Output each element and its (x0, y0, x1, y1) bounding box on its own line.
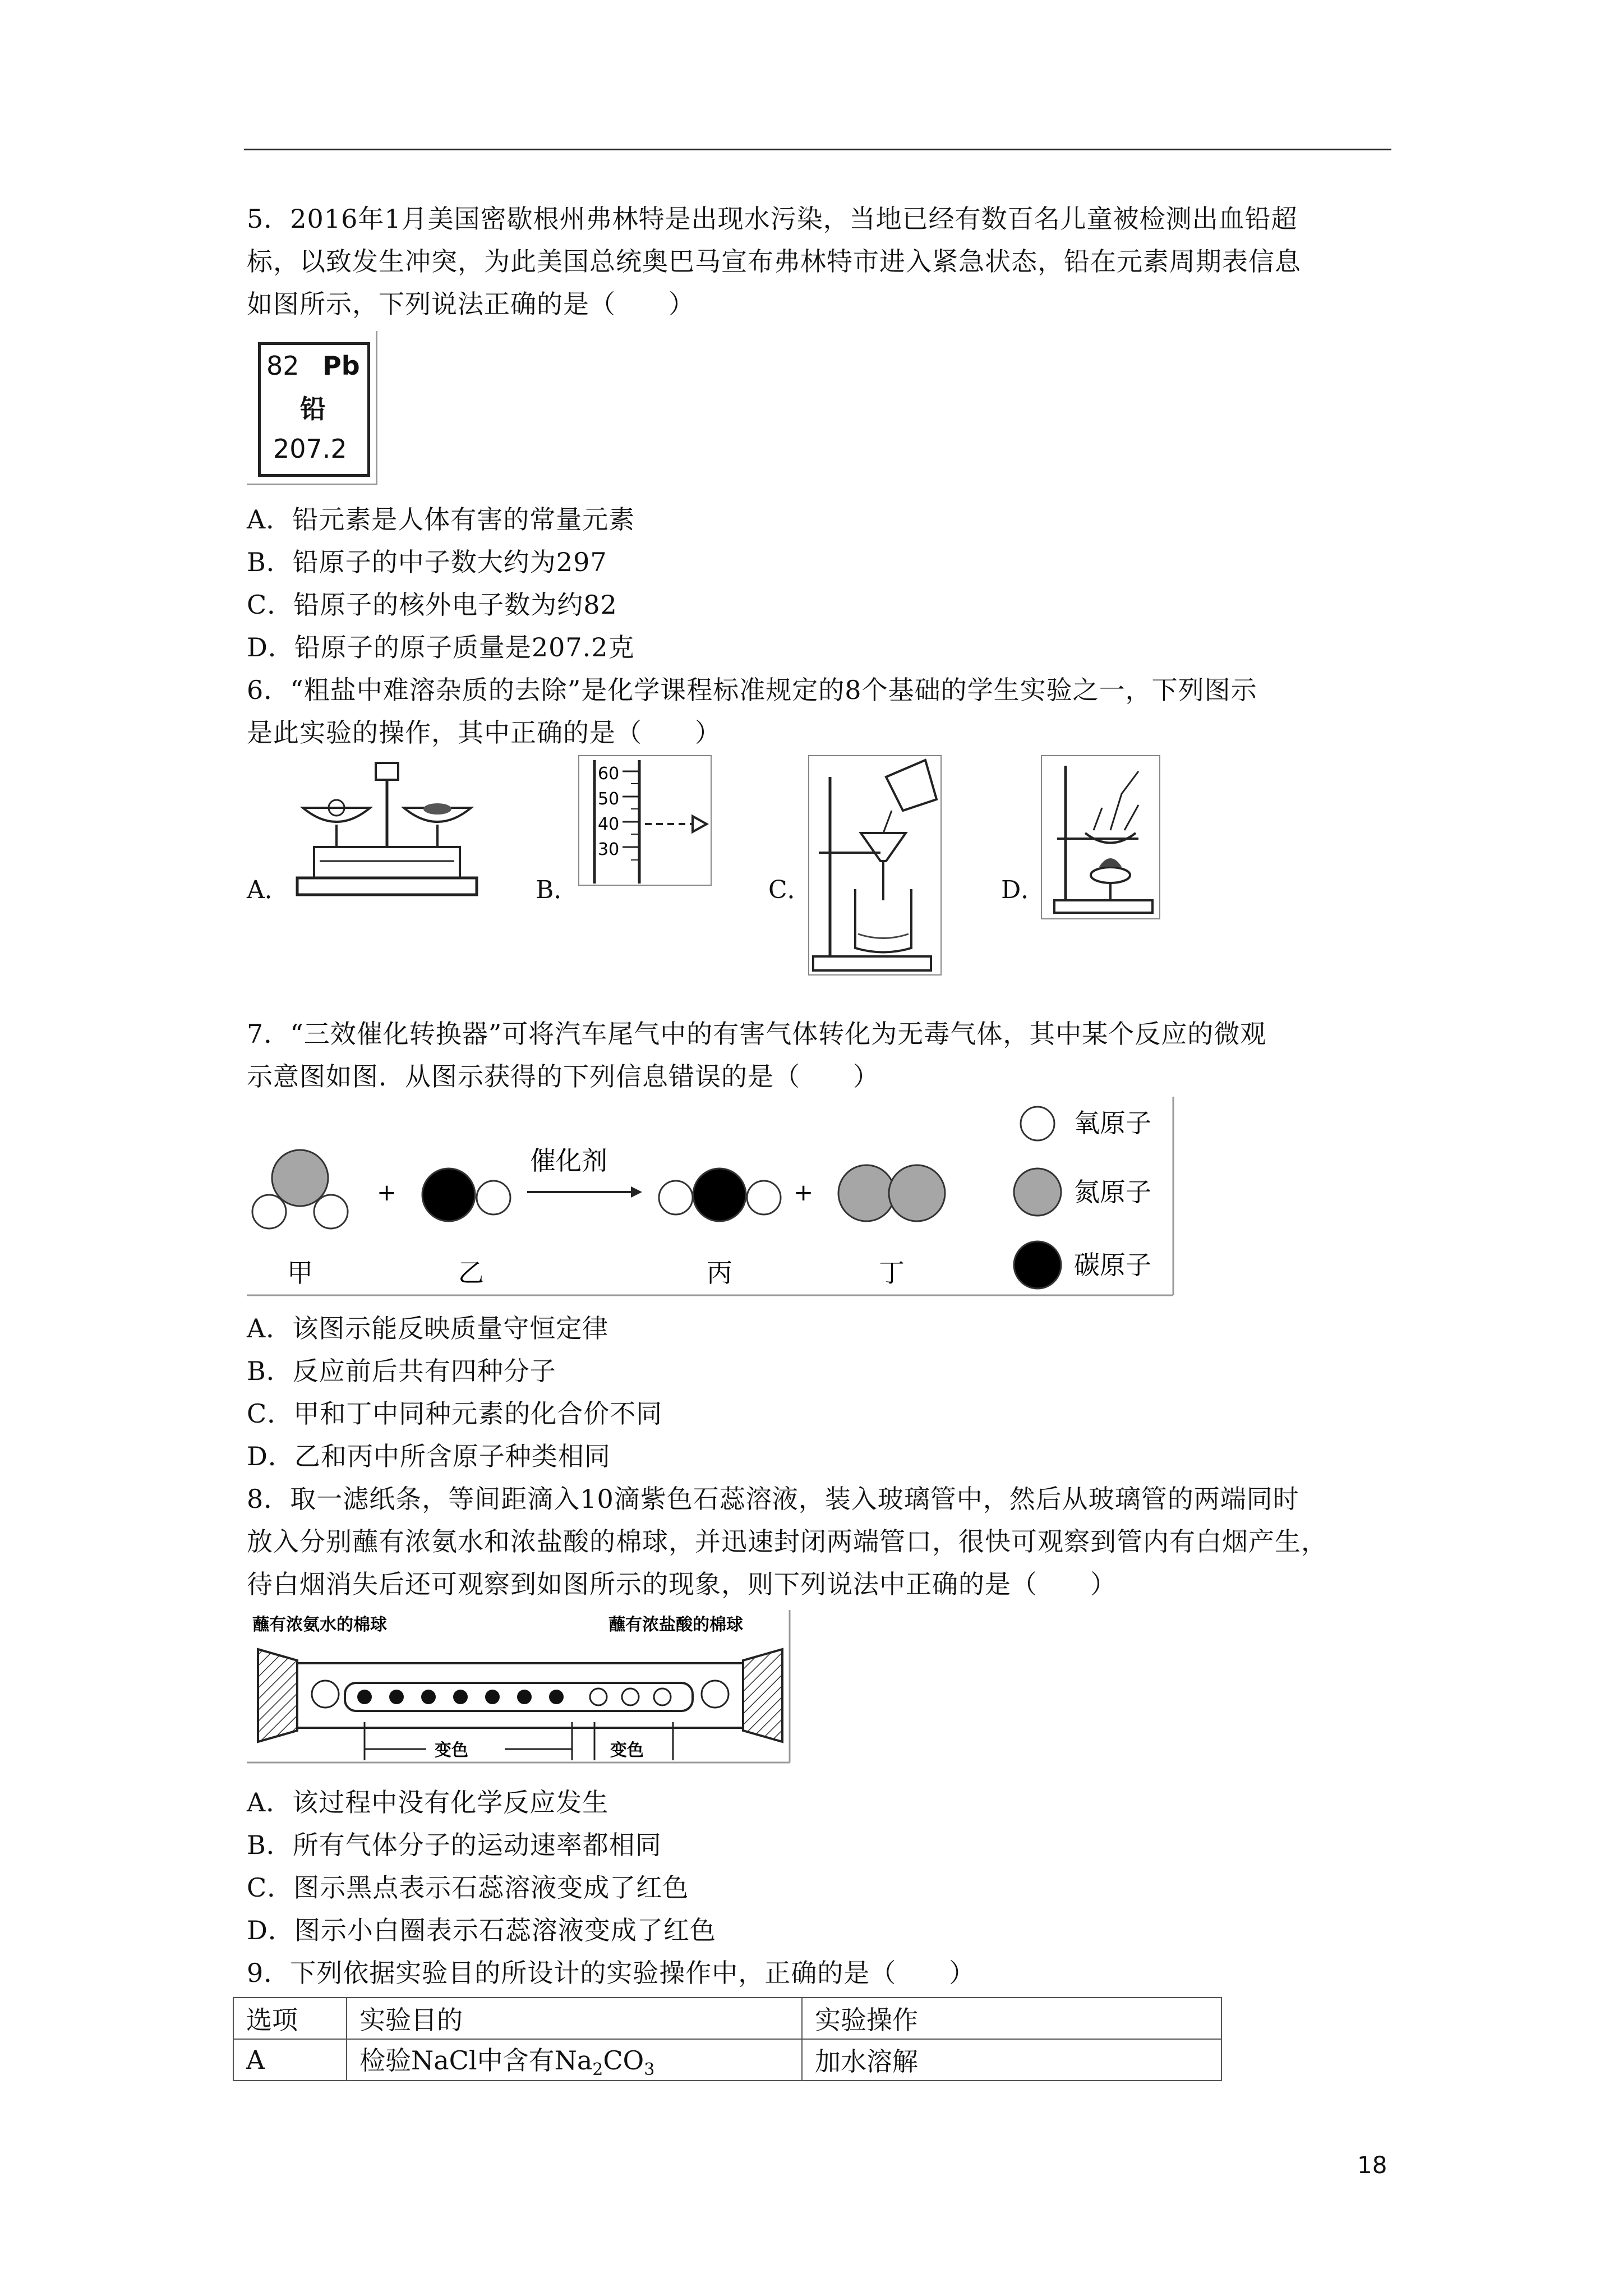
evaporation-figure (1040, 754, 1161, 920)
hcl-cotton-label: 蘸有浓盐酸的棉球 (608, 1615, 743, 1635)
color-change-range-1: 变色 (435, 1741, 468, 1760)
q6-label-c: C． (768, 876, 812, 904)
q5-line-3: 如图所示，下列说法正确的是（ ） (247, 289, 695, 319)
q9-line: 9．下列依据实验目的所设计的实验操作中，正确的是（ ） (247, 1958, 976, 1988)
ammonia-cotton-label: 蘸有浓氨水的棉球 (252, 1615, 387, 1635)
ammonia-cotton-ball (312, 1681, 339, 1708)
row-operation: 加水溶解 (802, 2039, 1221, 2081)
tick-40: 40 (598, 815, 620, 834)
label-yi: 乙 (458, 1258, 484, 1288)
q8-option-b: B．所有气体分子的运动速率都相同 (247, 1830, 662, 1860)
atomic-number: 82 (266, 351, 299, 381)
q5-option-c: C．铅原子的核外电子数为约82 (247, 590, 617, 620)
label-jia: 甲 (287, 1258, 313, 1288)
q7-line-2: 示意图如图．从图示获得的下列信息错误的是（ ） (247, 1061, 879, 1092)
q8-line-1: 8．取一滤纸条，等间距滴入10滴紫色石蕊溶液，装入玻璃管中，然后从玻璃管的两端同时 (247, 1484, 1299, 1514)
label-bing: 丙 (707, 1258, 732, 1288)
page-number: 18 (1357, 2151, 1387, 2179)
legend-carbon: 碳原子 (1074, 1250, 1151, 1280)
q8-line-3: 待白烟消失后还可观察到如图所示的现象，则下列说法中正确的是（ ） (247, 1569, 1117, 1599)
element-symbol: Pb (322, 351, 360, 381)
q7-option-c: C．甲和丁中同种元素的化合价不同 (247, 1398, 663, 1429)
legend-oxygen-swatch (1021, 1107, 1054, 1140)
litmus-tube-figure (247, 1610, 794, 1767)
element-card (258, 342, 370, 477)
legend-nitrogen: 氮原子 (1074, 1177, 1151, 1207)
filtration-figure (808, 754, 942, 976)
legend-nitrogen-swatch (1014, 1168, 1061, 1216)
plus-sign-2: + (794, 1179, 814, 1206)
black-dots (357, 1690, 564, 1704)
q6-label-b: B． (536, 876, 579, 904)
row-purpose: 检验NaCl中含有$Na_2CO_3$ (347, 2039, 802, 2081)
atomic-mass: 207.2 (273, 434, 347, 464)
cylinder-figure (578, 754, 712, 886)
color-change-range-2: 变色 (610, 1741, 644, 1760)
white-circles (590, 1688, 671, 1705)
q5-line-2: 标，以致发生冲突，为此美国总统奥巴马宣布弗林特市进入紧急状态，铅在元素周期表信息 (247, 246, 1301, 277)
q7-option-d: D．乙和丙中所含原子种类相同 (247, 1441, 611, 1471)
element-card-frame (247, 331, 377, 485)
q5-option-a: A．铅元素是人体有害的常量元素 (247, 504, 635, 535)
q9-table (233, 1997, 1222, 2081)
q5-option-b: B．铅原子的中子数大约为297 (247, 547, 607, 577)
molecule-yi (422, 1168, 510, 1221)
q8-option-d: D．图示小白圈表示石蕊溶液变成了红色 (247, 1915, 716, 1945)
q6-line-1: 6．“粗盐中难溶杂质的去除”是化学课程标准规定的8个基础的学生实验之一，下列图示 (247, 675, 1257, 705)
header-rule (244, 149, 1391, 150)
row-option: A (233, 2039, 347, 2081)
header-operation: 实验操作 (802, 1998, 1221, 2039)
element-name: 铅 (300, 394, 326, 424)
reaction-diagram (247, 1097, 1178, 1299)
q8-option-c: C．图示黑点表示石蕊溶液变成了红色 (247, 1872, 689, 1903)
header-option: 选项 (233, 1998, 347, 2039)
balance-figure (286, 757, 488, 903)
molecule-ding (838, 1165, 945, 1221)
q7-option-b: B．反应前后共有四种分子 (247, 1356, 556, 1386)
hcl-cotton-ball (702, 1681, 728, 1708)
header-purpose: 实验目的 (347, 1998, 802, 2039)
right-stopper (743, 1649, 782, 1742)
tick-50: 50 (598, 789, 620, 809)
left-stopper (258, 1649, 297, 1742)
tick-60: 60 (598, 764, 620, 784)
plus-sign-1: + (377, 1179, 397, 1206)
label-ding: 丁 (879, 1258, 905, 1288)
q6-label-a: A． (247, 876, 289, 904)
table-header-row (233, 1998, 1221, 2039)
q5-line-1: 5．2016年1月美国密歇根州弗林特是出现水污染，当地已经有数百名儿童被检测出血铅超 (247, 204, 1298, 234)
catalyst-label: 催化剂 (530, 1145, 607, 1176)
q7-line-1: 7．“三效催化转换器”可将汽车尾气中的有害气体转化为无毒气体，其中某个反应的微观 (247, 1019, 1267, 1049)
q6-line-2: 是此实验的操作，其中正确的是（ ） (247, 717, 721, 748)
molecule-bing (659, 1168, 781, 1221)
legend-oxygen: 氧原子 (1074, 1108, 1151, 1138)
legend-carbon-swatch (1014, 1241, 1061, 1289)
q8-option-a: A．该过程中没有化学反应发生 (247, 1787, 609, 1818)
q7-option-a: A．该图示能反映质量守恒定律 (247, 1313, 609, 1343)
q8-line-2: 放入分别蘸有浓氨水和浓盐酸的棉球，并迅速封闭两端管口，很快可观察到管内有白烟产生， (247, 1526, 1327, 1557)
molecule-jia (252, 1150, 348, 1228)
tick-30: 30 (598, 840, 620, 859)
q6-label-d: D． (1001, 876, 1046, 904)
q5-option-d: D．铅原子的原子质量是207.2克 (247, 632, 635, 662)
table-row (233, 2039, 1221, 2081)
